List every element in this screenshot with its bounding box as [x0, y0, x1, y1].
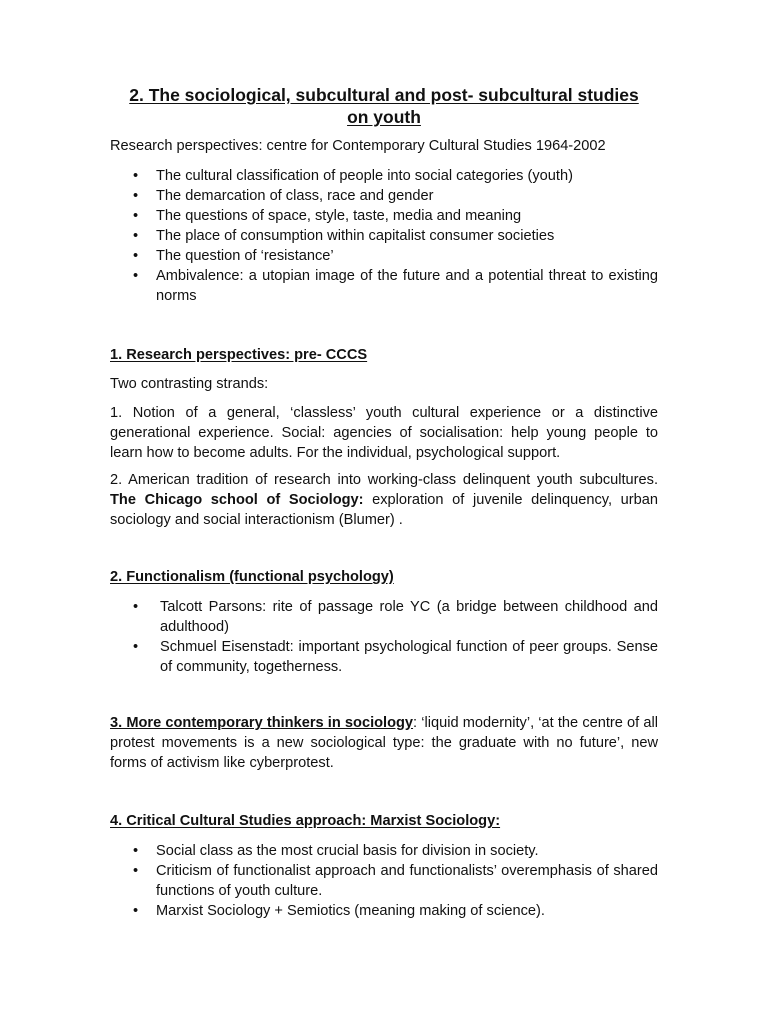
list-item: • Marxist Sociology + Semiotics (meaning making of science). [156, 901, 658, 921]
section-1-heading: 1. Research perspectives: pre- CCCS [110, 347, 368, 363]
intro-bullet-list [156, 166, 658, 306]
list-item: • Criticism of functionalist approach and functionalists’ overemphasis of shared functions of youth culture. [156, 861, 658, 901]
section-3-paragraph [110, 713, 658, 773]
section-4-bullet-list [156, 841, 658, 921]
list-item: • The question of ‘resistance’ [156, 246, 658, 266]
intro-paragraph: Research perspectives: centre for Contemporary Cultural Studies 1964-2002 [110, 138, 606, 154]
list-item: • The demarcation of class, race and gender [156, 186, 658, 206]
section-3-heading: 3. More contemporary thinkers in sociology [110, 715, 414, 731]
section-2-heading: 2. Functionalism (functional psychology) [110, 569, 394, 585]
title-line-1: 2. The sociological, subcultural and post- subcultural studies [129, 85, 639, 105]
section-3-text: : ‘liquid modernity’, ‘at the centre of all protest movements is a new sociological type: the graduate with no future’, new forms of activism like cyberprotest. [110, 715, 658, 771]
list-item: • Talcott Parsons: rite of passage role YC (a bridge between childhood and adulthood) [160, 597, 658, 637]
title-line-2: on youth [347, 107, 421, 127]
section-4-heading: 4. Critical Cultural Studies approach: Marxist Sociology: [110, 813, 501, 829]
list-item: • Schmuel Eisenstadt: important psychological function of peer groups. Sense of community, togetherness. [160, 637, 658, 677]
page-title [110, 84, 658, 128]
strand-2-rest: exploration of juvenile delinquency, urban sociology and social interactionism (Blumer) . [110, 492, 658, 528]
list-item: • The questions of space, style, taste, media and meaning [156, 206, 658, 226]
list-item: • Ambivalence: a utopian image of the future and a potential threat to existing norms [156, 266, 658, 306]
chicago-school-label: The Chicago school of Sociology: [110, 492, 364, 508]
list-item: • The cultural classification of people into social categories (youth) [156, 166, 658, 186]
section-2-bullet-list [160, 597, 658, 677]
list-item: • Social class as the most crucial basis for division in society. [156, 841, 658, 861]
section-1-lead: Two contrasting strands: [110, 376, 269, 392]
list-item: • The place of consumption within capitalist consumer societies [156, 226, 658, 246]
section-1-strand-1: 1. Notion of a general, ‘classless’ youth cultural experience or a distinctive generational experience. Social: agencies of socialisation: help young people to learn how to become adults. For the individual, psychological support. [110, 405, 658, 461]
section-1-strand-2 [110, 470, 658, 530]
strand-2-text: 2. American tradition of research into working-class delinquent youth subcultures. [110, 472, 658, 488]
